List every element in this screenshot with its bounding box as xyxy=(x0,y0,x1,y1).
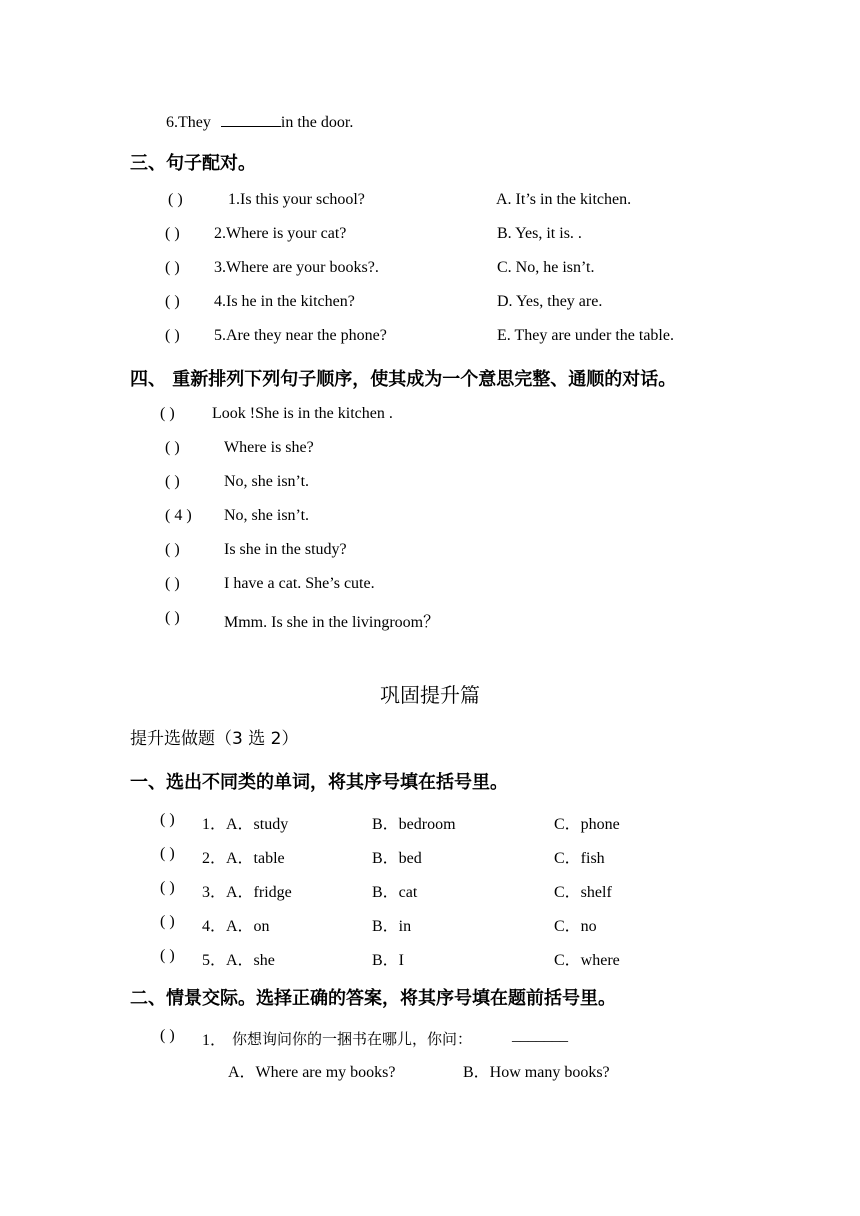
choice-paren: ( ) xyxy=(160,947,175,964)
reorder-paren: ( ) xyxy=(165,575,180,592)
section-heading-odd-one-out: 一、选出不同类的单词，将其序号填在括号里。 xyxy=(130,772,508,793)
choice-c: C．shelf xyxy=(554,884,612,901)
match-question: 2.Where is your cat? xyxy=(214,225,347,242)
match-paren: ( ) xyxy=(165,293,180,310)
choice-b: B．I xyxy=(372,952,405,969)
choice-b: B．bedroom xyxy=(372,816,456,833)
reorder-sentence: Is she in the study? xyxy=(224,541,347,558)
choice-b: B．bed xyxy=(372,850,422,867)
choice-c: C．no xyxy=(554,918,597,935)
match-question: 4.Is he in the kitchen? xyxy=(214,293,355,310)
choice-paren: ( ) xyxy=(160,1027,175,1044)
choice-a: 1．A．study xyxy=(202,816,289,833)
match-question: 3.Where are your books?. xyxy=(214,259,379,276)
reorder-paren: ( 4 ) xyxy=(165,507,192,524)
match-answer: A. It’s in the kitchen. xyxy=(496,191,632,208)
section-heading-situational: 二、情景交际。选择正确的答案，将其序号填在题前括号里。 xyxy=(130,988,616,1009)
answer-blank: _______ xyxy=(512,1027,568,1044)
match-paren: ( ) xyxy=(168,191,183,208)
reorder-sentence: Look !She is in the kitchen . xyxy=(212,405,393,422)
question-number: 1． xyxy=(202,1032,227,1049)
match-paren: ( ) xyxy=(165,259,180,276)
choice-a: 5．A．she xyxy=(202,952,275,969)
option-a: A．Where are my books? xyxy=(228,1064,396,1081)
reorder-sentence: Mmm. Is she in the livingroom？ xyxy=(224,614,440,631)
question-6 xyxy=(166,112,353,132)
reorder-sentence: I have a cat. She’s cute. xyxy=(224,575,375,592)
answer-blank xyxy=(221,112,281,127)
match-answer: D. Yes, they are. xyxy=(497,293,603,310)
choice-paren: ( ) xyxy=(160,879,175,896)
q6-prefix: 6.They xyxy=(166,114,211,131)
choice-a: 4．A．on xyxy=(202,918,270,935)
subtitle: 提升选做题（3 选 2） xyxy=(130,729,299,749)
choice-paren: ( ) xyxy=(160,913,175,930)
q6-suffix: in the door. xyxy=(280,114,354,131)
match-question: 5.Are they near the phone? xyxy=(214,327,387,344)
section-heading-reorder: 四、 重新排列下列句子顺序，使其成为一个意思完整、通顺的对话。 xyxy=(130,369,677,390)
reorder-paren: ( ) xyxy=(165,541,180,558)
match-answer: B. Yes, it is. . xyxy=(497,225,582,242)
choice-paren: ( ) xyxy=(160,811,175,828)
match-paren: ( ) xyxy=(165,225,180,242)
question-text: 你想询问你的一捆书在哪儿，你问： xyxy=(232,1030,473,1048)
choice-c: C．fish xyxy=(554,850,605,867)
reorder-paren: ( ) xyxy=(165,473,180,490)
match-answer: C. No, he isn’t. xyxy=(497,259,595,276)
reorder-paren: ( ) xyxy=(160,405,175,422)
choice-a: 3．A．fridge xyxy=(202,884,292,901)
choice-a: 2．A．table xyxy=(202,850,285,867)
reorder-paren: ( ) xyxy=(165,609,180,626)
reorder-sentence: No, she isn’t. xyxy=(224,473,310,490)
choice-b: B．in xyxy=(372,918,412,935)
reorder-paren: ( ) xyxy=(165,439,180,456)
reorder-sentence: Where is she? xyxy=(224,439,314,456)
option-b: B．How many books? xyxy=(463,1064,610,1081)
choice-c: C．where xyxy=(554,952,620,969)
choice-paren: ( ) xyxy=(160,845,175,862)
match-question: 1.Is this your school? xyxy=(228,191,365,208)
section-heading-matching: 三、句子配对。 xyxy=(130,153,256,174)
choice-c: C．phone xyxy=(554,816,620,833)
part-title: 巩固提升篇 xyxy=(380,683,480,707)
match-paren: ( ) xyxy=(165,327,180,344)
choice-b: B．cat xyxy=(372,884,418,901)
match-answer: E. They are under the table. xyxy=(497,327,674,344)
reorder-sentence: No, she isn’t. xyxy=(224,507,310,524)
